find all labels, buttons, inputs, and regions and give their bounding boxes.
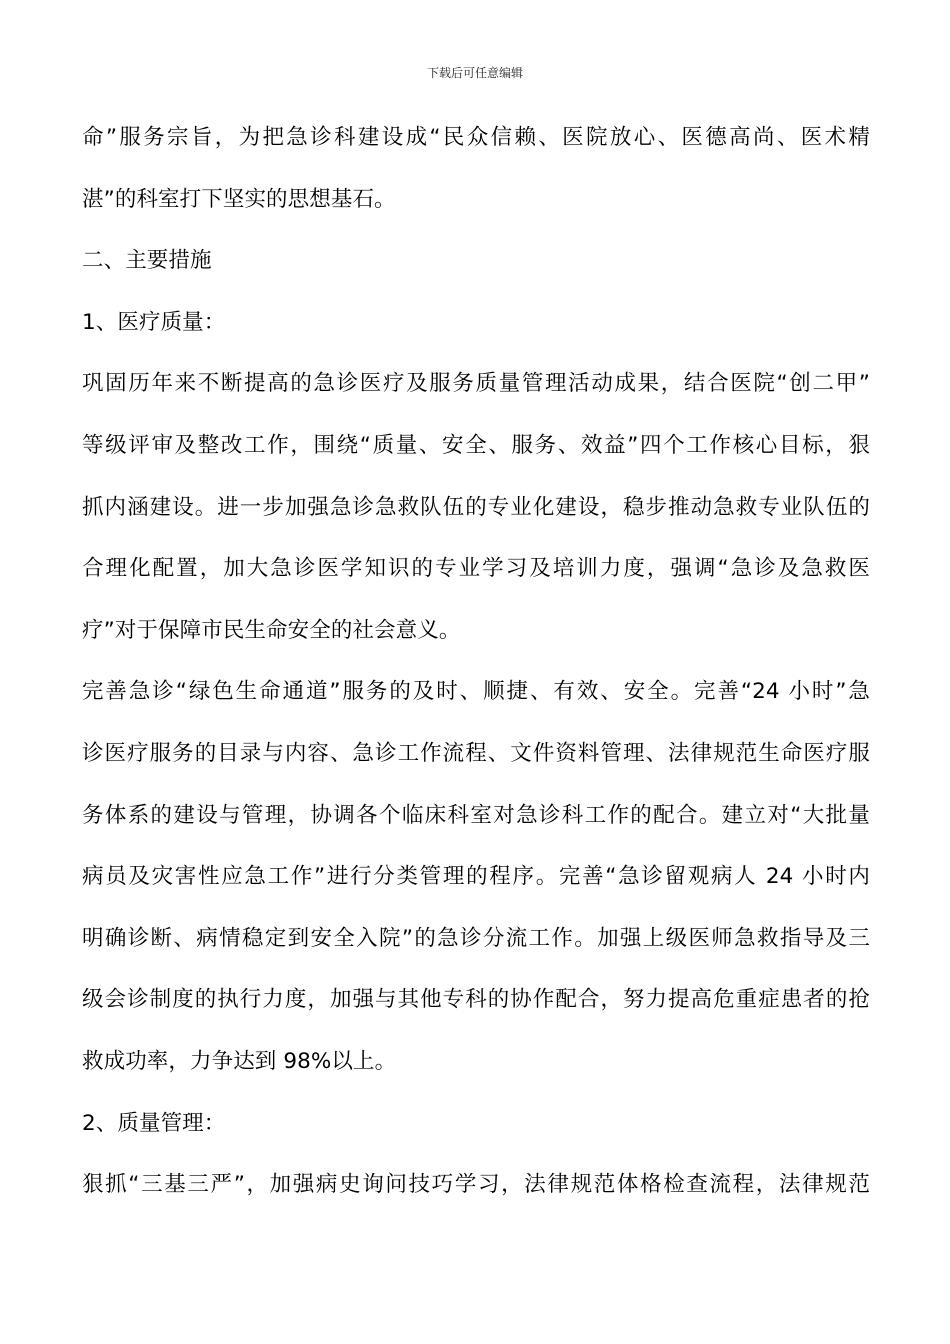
text-line-13: 病员及灾害性应急工作”进行分类管理的程序。完善“急诊留观病人 24 小时内 bbox=[82, 864, 870, 890]
subheading-medical-quality: 1、医疗质量： bbox=[82, 309, 226, 335]
text-line-16: 救成功率，力争达到 98%以上。 bbox=[82, 1048, 397, 1074]
text-line-7: 抓内涵建设。进一步加强急诊急救队伍的专业化建设，稳步推动急救专业队伍的 bbox=[82, 494, 870, 520]
section-heading-main-measures: 二、主要措施 bbox=[82, 248, 212, 274]
document-body bbox=[82, 120, 870, 1229]
text-line-8: 合理化配置，加大急诊医学知识的专业学习及培训力度，强调“急诊及急救医 bbox=[82, 556, 870, 582]
text-line-5: 巩固历年来不断提高的急诊医疗及服务质量管理活动成果，结合医院“创二甲” bbox=[82, 371, 870, 397]
text-line-15: 级会诊制度的执行力度，加强与其他专科的协作配合，努力提高危重症患者的抢 bbox=[82, 987, 870, 1013]
text-line-11: 诊医疗服务的目录与内容、急诊工作流程、文件资料管理、法律规范生命医疗服 bbox=[82, 740, 870, 766]
text-line-6: 等级评审及整改工作，围绕“质量、安全、服务、效益”四个工作核心目标，狠 bbox=[82, 432, 870, 458]
page-header: 下载后可任意编辑 bbox=[426, 66, 523, 80]
text-line-14: 明确诊断、病情稳定到安全入院”的急诊分流工作。加强上级医师急救指导及三 bbox=[82, 925, 870, 951]
text-line-12: 务体系的建设与管理，协调各个临床科室对急诊科工作的配合。建立对“大批量 bbox=[82, 802, 870, 828]
text-line-18: 狠抓“三基三严”，加强病史询问技巧学习，法律规范体格检查流程，法律规范 bbox=[82, 1172, 870, 1198]
text-line-2: 湛”的科室打下坚实的思想基石。 bbox=[82, 186, 396, 212]
text-line-10: 完善急诊“绿色生命通道”服务的及时、顺捷、有效、安全。完善“24 小时”急 bbox=[82, 679, 870, 705]
text-line-1: 命”服务宗旨，为把急诊科建设成“民众信赖、医院放心、医德高尚、医术精 bbox=[82, 125, 870, 150]
subheading-quality-management: 2、质量管理： bbox=[82, 1110, 226, 1136]
text-line-9: 疗”对于保障市民生命安全的社会意义。 bbox=[82, 617, 461, 643]
